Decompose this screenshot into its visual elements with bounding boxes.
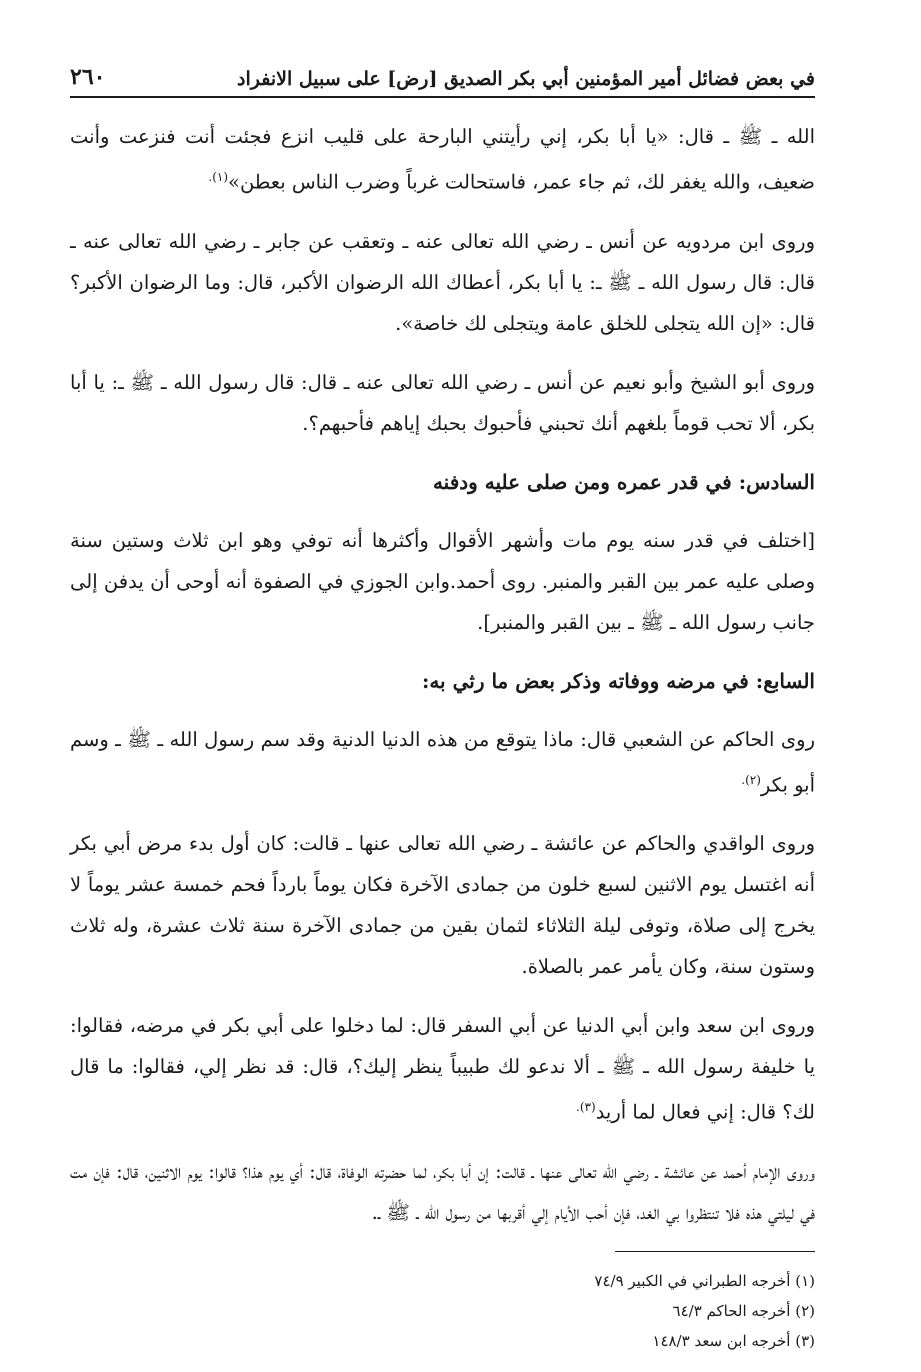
- paragraph: الله ـ ﷺ ـ قال: «يا أبا بكر، إني رأيتني البارحة على قليب انزع فجئت أنت فنزعت وأنت ضعيف، والله يغفر لك، ثم جاء عمر، فاستحالت غرباً وضرب الناس بعطن»$^{(١).}$: [70, 125, 815, 194]
- footnote-separator: [615, 1251, 815, 1252]
- paragraph: وروى ابن مردويه عن أنس ـ رضي الله تعالى عنه ـ وتعقب عن جابر ـ رضي الله تعالى عنه ـ قال: قال رسول الله ـ ﷺ ـ: يا أبا بكر، أعطاك الله الرضوان الأكبر، قال: وما الرضوان الأكبر؟ قال: «إن الله يتجلى للخلق عامة ويتجلى لك خاصة».: [70, 229, 815, 335]
- paragraph: وروى الإمام أحمد عن عائشة ـ رضي الله تعالى عنها ـ قالت: إن أبا بكر، لما حضرته الوفاة، قال: أي يوم هذا؟ قالوا: يوم الاثنين، قال: فإن مت في ليلتي هذه فلا تنتظروا بي الغد، فإن أحب الأيام إلي أقربها من رسول الله ـ ﷺ ـ.: [70, 1159, 815, 1224]
- footnote: (١) أخرجه الطبراني في الكبير ٧٤/٩: [594, 1271, 815, 1290]
- paragraph: وروى الواقدي والحاكم عن عائشة ـ رضي الله تعالى عنها ـ قالت: كان أول بدء مرض أبي بكر أنه اغتسل يوم الاثنين لسبع خلون من جمادى الآخرة فكان يوماً بارداً فحم خمسة عشر يوماً لا يخرج إلى صلاة، وتوفى ليلة الثلاثاء لثمان بقين من جمادى الآخرة سنة ثلاث عشرة، وله ثلاث وستون سنة، وكان يأمر عمر بالصلاة.: [70, 832, 815, 978]
- section-heading: السابع: في مرضه ووفاته وذكر بعض ما رثي به:: [421, 668, 815, 693]
- running-title: في بعض فضائل أمير المؤمنين أبي بكر الصديق [رض] على سبيل الانفراد: [236, 68, 815, 90]
- paragraph: وروى أبو الشيخ وأبو نعيم عن أنس ـ رضي الله تعالى عنه ـ قال: قال رسول الله ـ ﷺ ـ: يا أبا بكر، ألا تحب قوماً بلغهم أنك تحبني فأحبوك بحبك إياهم فأحبهم؟.: [70, 370, 815, 435]
- paragraph: وروى ابن سعد وابن أبي الدنيا عن أبي السفر قال: لما دخلوا على أبي بكر في مرضه، فقالوا: يا خليفة رسول الله ـ ﷺ ـ ألا ندعو لك طبيباً ينظر إليك؟، قال: قد نظر إلي، فقالوا: ما قال لك؟ قال: إني فعال لما أريد$^{(٣).}$: [70, 1014, 815, 1124]
- document-page: [70, 50, 815, 1356]
- paragraph: [اختلف في قدر سنه يوم مات وأشهر الأقوال وأكثرها أنه توفي وهو ابن ثلاث وستين سنة وصلى عليه عمر بين القبر والمنبر. روى أحمد.وابن الجوزي في الصفوة أنه أوحى أن يدفن إلى جانب رسول الله ـ ﷺ ـ بين القبر والمنبر].: [70, 528, 815, 634]
- footnote-ref: (٢).: [741, 772, 761, 787]
- footnote: (٣) أخرجه ابن سعد ١٤٨/٣: [652, 1331, 815, 1350]
- footnotes: [70, 1266, 815, 1356]
- section-heading: السادس: في قدر عمره ومن صلى عليه ودفنه: [432, 469, 815, 494]
- footnote: (٢) أخرجه الحاكم ٦٤/٣: [672, 1301, 815, 1320]
- page-header: [70, 50, 815, 98]
- footnote-ref: (١).: [208, 170, 229, 184]
- page-body: [70, 116, 815, 1233]
- page-number: ٢٦٠: [70, 64, 106, 90]
- footnote-ref: (٣).: [576, 1100, 596, 1114]
- paragraph: روى الحاكم عن الشعبي قال: ماذا يتوقع من هذه الدنيا الدنية وقد سم رسول الله ـ ﷺ ـ وسم أبو بكر$^{(٢).}$: [70, 727, 815, 796]
